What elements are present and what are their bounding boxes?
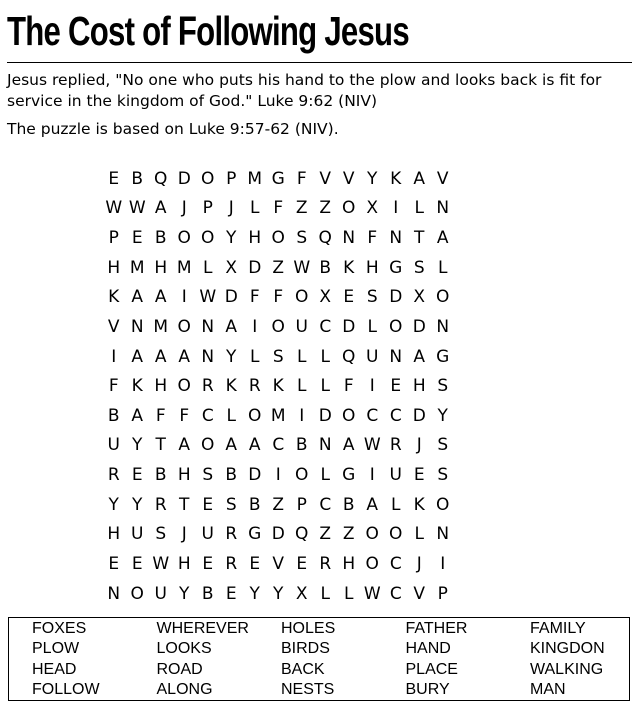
grid-letter[interactable]: O [436,494,450,515]
scripture-verse: Jesus replied, "No one who puts his hand to the plow and looks back is fit for service in the kingdom of God." Luke 9:62 (NIV) [7,71,602,110]
grid-letter[interactable]: L [320,346,330,367]
grid-letter[interactable]: W [152,553,170,574]
grid-letter[interactable]: U [107,435,120,456]
grid-letter[interactable]: O [365,524,379,545]
grid-letter[interactable]: O [436,287,450,308]
grid-letter[interactable]: S [366,287,378,308]
grid-letter[interactable]: S [155,524,167,545]
grid-letter[interactable]: L [414,198,424,219]
grid-letter[interactable]: O [201,168,215,189]
grid-letter[interactable]: K [413,494,425,515]
grid-letter[interactable]: F [155,405,166,426]
grid-letter[interactable]: Y [367,168,378,189]
grid-letter[interactable]: I [111,346,117,367]
grid-letter[interactable]: S [413,257,425,278]
grid-letter[interactable]: Y [226,346,237,367]
word-list-item: HOLES [281,620,336,637]
grid-letter[interactable]: Y [273,583,284,604]
grid-letter[interactable]: L [414,524,424,545]
title-divider [7,62,632,63]
grid-row [102,194,455,224]
word-list-item: MAN [530,681,566,699]
grid-letter[interactable]: K [390,168,402,189]
word-list-item: PLACE [405,660,458,678]
grid-letter[interactable]: L [226,405,236,426]
grid-letter[interactable]: F [343,376,354,397]
grid-letter[interactable]: E [413,465,425,486]
grid-letter[interactable]: N [436,316,450,337]
grid-letter[interactable]: F [273,287,284,308]
grid-letter[interactable]: O [201,228,215,249]
grid-letter[interactable]: A [154,287,167,308]
grid-letter[interactable]: D [412,316,426,337]
grid-letter[interactable]: L [297,346,307,367]
grid-letter[interactable]: P [202,198,213,219]
grid-letter[interactable]: O [271,316,285,337]
grid-letter[interactable]: E [131,465,143,486]
grid-letter[interactable]: N [201,316,215,337]
grid-letter[interactable]: Y [108,494,119,515]
grid-letter[interactable]: W [199,287,217,308]
word-list-item: PLOW [32,640,80,658]
word-list [32,619,638,701]
grid-letter[interactable]: Y [179,583,190,604]
grid-letter[interactable]: B [342,494,355,515]
grid-letter[interactable]: O [389,316,403,337]
grid-letter[interactable]: A [413,346,426,367]
word-list-item: FOXES [32,620,87,637]
grid-letter[interactable]: M [270,405,286,426]
grid-letter[interactable]: L [320,465,330,486]
grid-letter[interactable]: M [129,257,145,278]
grid-letter[interactable]: S [437,465,449,486]
grid-letter[interactable]: L [367,316,377,337]
grid-letter[interactable]: F [273,198,284,219]
grid-letter[interactable]: W [105,198,123,219]
grid-letter[interactable]: F [249,287,260,308]
grid-letter[interactable]: Z [342,524,355,545]
grid-row [102,312,455,342]
grid-letter[interactable]: F [367,228,378,249]
grid-letter[interactable]: I [369,376,375,397]
grid-row [102,164,455,194]
grid-letter[interactable]: J [181,524,187,545]
grid-letter[interactable]: H [365,257,379,278]
grid-letter[interactable]: B [154,465,167,486]
grid-letter[interactable]: R [248,376,261,397]
grid-letter[interactable]: D [271,524,285,545]
grid-letter[interactable]: J [416,435,422,456]
grid-letter[interactable]: G [342,465,356,486]
grid-letter[interactable]: S [437,376,449,397]
grid-letter[interactable]: L [320,583,330,604]
grid-letter[interactable]: L [203,257,213,278]
grid-letter[interactable]: E [202,494,214,515]
grid-letter[interactable]: I [440,553,446,574]
grid-letter[interactable]: I [369,465,375,486]
word-list-item: ROAD [156,660,203,678]
word-list-item: NESTS [281,681,335,699]
word-list-item: KINGDON [530,640,605,658]
grid-letter[interactable]: T [155,435,166,456]
grid-letter[interactable]: Y [226,228,237,249]
grid-row [102,431,455,461]
grid-letter[interactable]: G [389,257,403,278]
grid-letter[interactable]: A [178,435,191,456]
grid-letter[interactable]: A [225,435,238,456]
grid-letter[interactable]: V [413,583,426,604]
grid-letter[interactable]: U [201,524,214,545]
grid-letter[interactable]: U [295,316,308,337]
grid-letter[interactable]: E [131,228,143,249]
grid-letter[interactable]: X [295,583,308,604]
grid-letter[interactable]: U [131,524,144,545]
grid-letter[interactable]: S [225,494,237,515]
grid-letter[interactable]: I [393,198,399,219]
grid-letter[interactable]: B [154,228,167,249]
grid-letter[interactable]: M [176,257,192,278]
grid-letter[interactable]: E [202,553,214,574]
grid-letter[interactable]: A [154,198,167,219]
grid-letter[interactable]: O [295,287,309,308]
grid-letter[interactable]: I [275,465,281,486]
grid-letter[interactable]: A [131,287,144,308]
grid-letter[interactable]: N [130,316,144,337]
word-list-item: HEAD [32,660,77,678]
grid-letter[interactable]: N [389,228,403,249]
grid-letter[interactable]: Z [272,257,285,278]
word-list-item: ALONG [156,681,213,699]
grid-letter[interactable]: W [128,198,146,219]
word-list-item: BURY [405,681,450,699]
grid-letter[interactable]: E [249,553,261,574]
grid-letter[interactable]: F [179,405,190,426]
grid-letter[interactable]: U [389,465,402,486]
grid-letter[interactable]: J [228,198,234,219]
grid-letter[interactable]: H [154,257,168,278]
grid-letter[interactable]: S [272,346,284,367]
grid-letter[interactable]: N [389,346,403,367]
grid-letter[interactable]: R [107,465,120,486]
grid-letter[interactable]: M [153,316,169,337]
grid-letter[interactable]: O [201,435,215,456]
page-title: The Cost of Following Jesus [7,8,409,54]
grid-letter[interactable]: H [177,553,191,574]
grid-letter[interactable]: C [272,435,285,456]
grid-letter[interactable]: R [201,376,214,397]
word-list-item: LOOKS [156,640,212,658]
grid-letter[interactable]: O [365,553,379,574]
grid-letter[interactable]: W [363,435,381,456]
grid-letter[interactable]: D [224,287,238,308]
grid-row [102,223,455,253]
grid-letter[interactable]: O [177,228,191,249]
grid-letter[interactable]: L [344,583,354,604]
grid-letter[interactable]: O [177,316,191,337]
grid-letter[interactable]: K [108,287,120,308]
grid-letter[interactable]: A [178,346,191,367]
grid-letter[interactable]: V [319,168,332,189]
grid-letter[interactable]: A [154,346,167,367]
grid-letter[interactable]: H [107,257,121,278]
grid-letter[interactable]: L [391,494,401,515]
grid-row [102,490,455,520]
grid-letter[interactable]: G [436,346,450,367]
grid-letter[interactable]: V [436,168,449,189]
grid-letter[interactable]: A [366,494,379,515]
grid-letter[interactable]: L [438,257,448,278]
grid-letter[interactable]: L [320,376,330,397]
grid-letter[interactable]: S [437,435,449,456]
grid-letter[interactable]: I [299,405,305,426]
grid-letter[interactable]: U [154,583,167,604]
word-list-item: BACK [281,660,325,678]
grid-letter[interactable]: A [413,168,426,189]
grid-letter[interactable]: Y [249,583,260,604]
grid-letter[interactable]: N [318,435,332,456]
grid-letter[interactable]: A [131,405,144,426]
grid-letter[interactable]: A [342,435,355,456]
grid-letter[interactable]: I [181,287,187,308]
grid-letter[interactable]: Z [319,524,332,545]
grid-letter[interactable]: W [293,257,311,278]
grid-letter[interactable]: A [225,316,238,337]
grid-letter[interactable]: K [225,376,237,397]
word-list-item: BIRDS [281,640,330,658]
grid-row [102,283,455,313]
grid-letter[interactable]: O [271,228,285,249]
grid-letter[interactable]: C [366,405,379,426]
grid-letter[interactable]: C [319,494,332,515]
grid-letter[interactable]: C [319,316,332,337]
grid-letter[interactable]: L [297,376,307,397]
puzzle-source-note: The puzzle is based on Luke 9:57-62 (NIV). [7,120,339,138]
word-search-grid[interactable] [102,164,455,608]
grid-letter[interactable]: Q [318,228,332,249]
grid-letter[interactable]: D [342,316,356,337]
grid-letter[interactable]: H [107,524,121,545]
grid-letter[interactable]: B [319,257,332,278]
grid-letter[interactable]: B [248,494,261,515]
grid-letter[interactable]: T [179,494,190,515]
grid-letter[interactable]: N [107,583,121,604]
grid-letter[interactable]: V [342,168,355,189]
grid-letter[interactable]: K [343,257,355,278]
grid-letter[interactable]: O [248,405,262,426]
grid-letter[interactable]: R [389,435,402,456]
grid-letter[interactable]: F [296,168,307,189]
grid-letter[interactable]: L [250,346,260,367]
grid-letter[interactable]: S [296,228,308,249]
grid-letter[interactable]: O [389,524,403,545]
grid-letter[interactable]: G [248,524,262,545]
grid-letter[interactable]: O [342,405,356,426]
grid-letter[interactable]: Y [132,494,143,515]
word-list-item: WALKING [530,660,604,678]
grid-row [102,401,455,431]
grid-letter[interactable]: K [272,376,284,397]
grid-letter[interactable]: Z [319,198,332,219]
grid-letter[interactable]: Z [272,494,285,515]
grid-letter[interactable]: E [296,553,308,574]
grid-letter[interactable]: M [247,168,263,189]
grid-row [102,253,455,283]
grid-letter[interactable]: Y [437,405,448,426]
grid-letter[interactable]: E [343,287,355,308]
grid-letter[interactable]: D [177,168,191,189]
grid-letter[interactable]: H [342,553,356,574]
grid-letter[interactable]: H [248,228,262,249]
grid-letter[interactable]: Z [295,198,308,219]
grid-letter[interactable]: A [248,435,261,456]
grid-row [102,549,455,579]
grid-letter[interactable]: O [177,376,191,397]
grid-letter[interactable]: B [107,405,120,426]
grid-letter[interactable]: B [131,168,144,189]
grid-letter[interactable]: L [250,198,260,219]
grid-letter[interactable]: K [131,376,143,397]
grid-letter[interactable]: O [342,198,356,219]
grid-letter[interactable]: H [412,376,426,397]
grid-row [102,371,455,401]
grid-letter[interactable]: J [181,198,187,219]
grid-letter[interactable]: P [108,228,119,249]
grid-letter[interactable]: N [342,228,356,249]
grid-letter[interactable]: X [319,287,332,308]
grid-letter[interactable]: N [201,346,215,367]
grid-letter[interactable]: G [271,168,285,189]
grid-letter[interactable]: A [436,228,449,249]
grid-letter[interactable]: X [413,287,426,308]
grid-letter[interactable]: E [108,168,120,189]
grid-letter[interactable]: D [318,405,332,426]
grid-letter[interactable]: E [131,553,143,574]
grid-letter[interactable]: D [412,405,426,426]
grid-letter[interactable]: P [296,494,307,515]
grid-letter[interactable]: T [414,228,425,249]
grid-letter[interactable]: U [366,346,379,367]
word-list-item: FAMILY [530,620,586,637]
word-list-box [8,617,630,701]
grid-letter[interactable]: C [201,405,214,426]
grid-letter[interactable]: O [295,465,309,486]
grid-letter[interactable]: S [202,465,214,486]
grid-row [102,579,455,609]
grid-letter[interactable]: Q [154,168,168,189]
word-list-item: FOLLOW [32,681,100,699]
grid-letter[interactable]: J [416,553,422,574]
grid-letter[interactable]: N [436,198,450,219]
grid-letter[interactable]: V [107,316,120,337]
grid-letter[interactable]: Q [295,524,309,545]
grid-letter[interactable]: C [389,553,402,574]
grid-letter[interactable]: C [389,405,402,426]
grid-row [102,520,455,550]
grid-letter[interactable]: F [108,376,119,397]
grid-letter[interactable]: O [130,583,144,604]
grid-letter[interactable]: V [272,553,285,574]
grid-letter[interactable]: I [252,316,258,337]
grid-letter[interactable]: W [363,583,381,604]
grid-letter[interactable]: C [389,583,402,604]
grid-letter[interactable]: R [225,524,238,545]
grid-letter[interactable]: H [154,376,168,397]
grid-letter[interactable]: B [225,465,238,486]
grid-letter[interactable]: E [225,583,237,604]
grid-letter[interactable]: N [436,524,450,545]
grid-letter[interactable]: E [390,376,402,397]
word-list-item: WHEREVER [156,620,249,637]
grid-letter[interactable]: H [177,465,191,486]
grid-letter[interactable]: E [108,553,120,574]
grid-letter[interactable]: A [131,346,144,367]
grid-letter[interactable]: D [248,257,262,278]
grid-letter[interactable]: B [295,435,308,456]
grid-letter[interactable]: D [389,287,403,308]
grid-letter[interactable]: P [437,583,448,604]
word-list-item: HAND [405,640,451,658]
grid-letter[interactable]: Y [132,435,143,456]
grid-letter[interactable]: X [225,257,238,278]
grid-letter[interactable]: P [226,168,237,189]
grid-letter[interactable]: B [201,583,214,604]
grid-letter[interactable]: D [248,465,262,486]
word-list-item: FATHER [405,620,468,637]
grid-letter[interactable]: X [366,198,379,219]
grid-letter[interactable]: R [319,553,332,574]
grid-letter[interactable]: Q [342,346,356,367]
grid-letter[interactable]: R [225,553,238,574]
grid-row [102,342,455,372]
grid-row [102,460,455,490]
grid-letter[interactable]: R [154,494,167,515]
